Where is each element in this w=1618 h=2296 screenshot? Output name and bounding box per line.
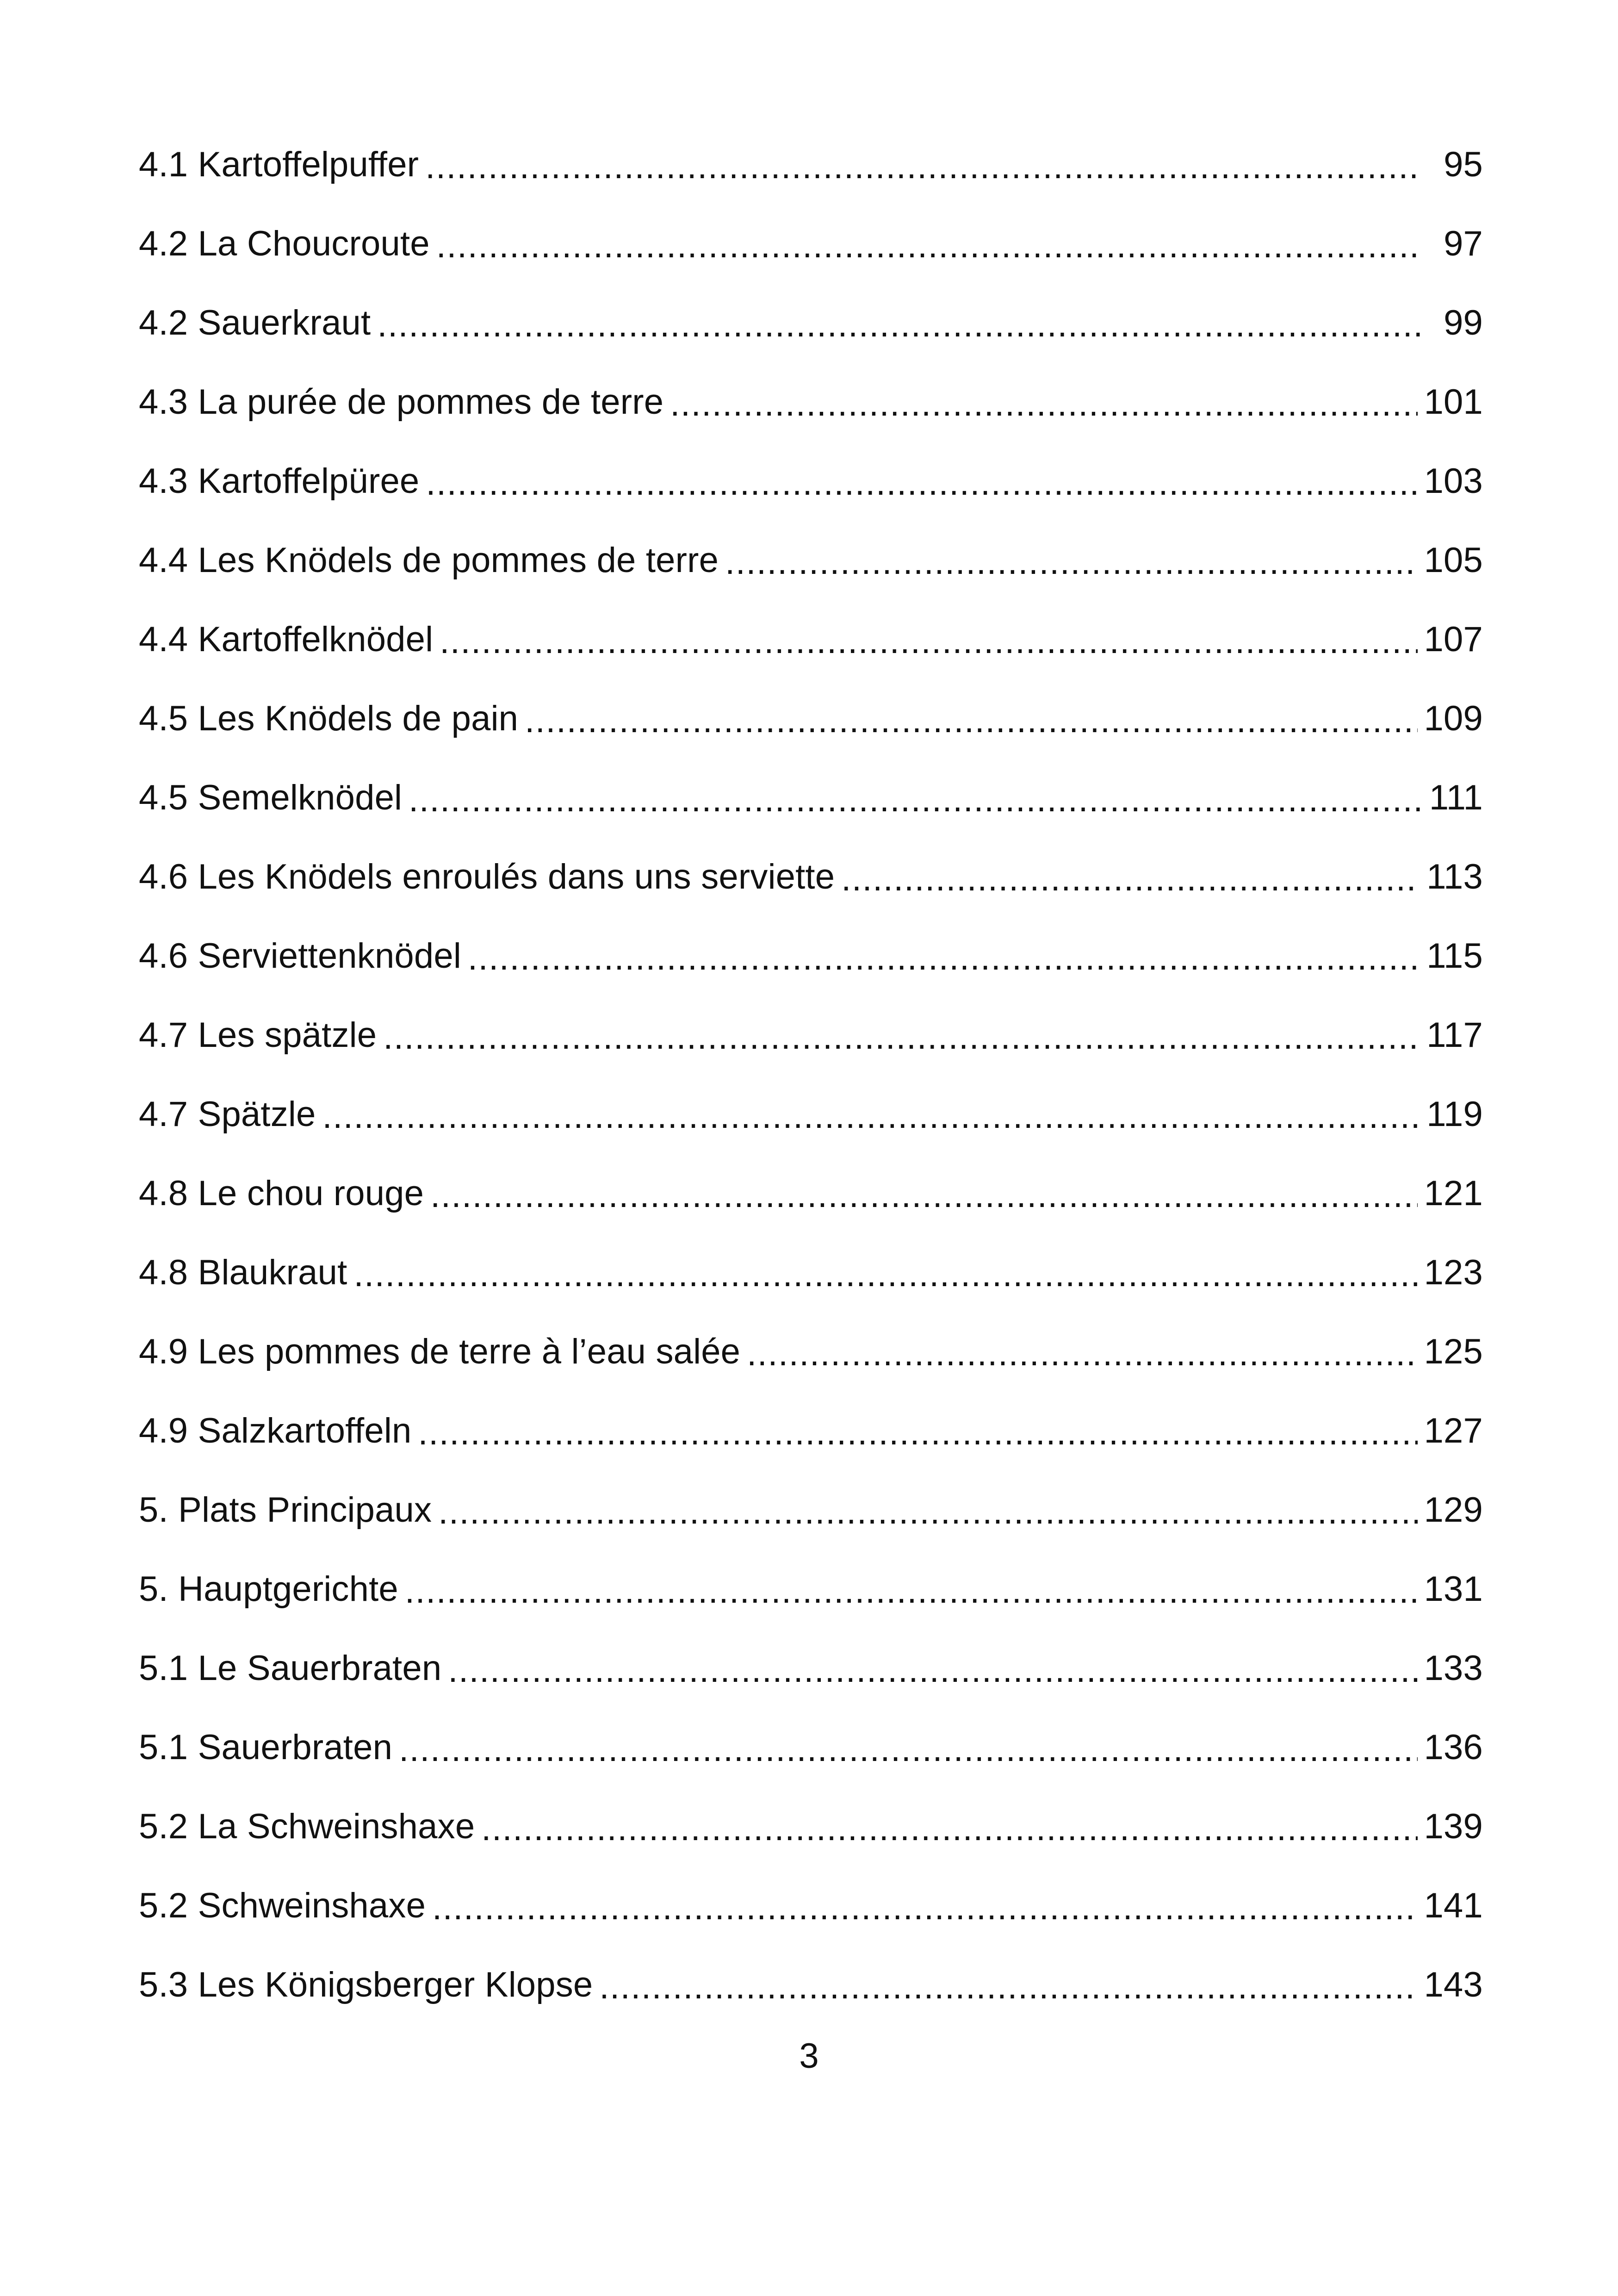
toc-dot-leader xyxy=(405,1574,1418,1609)
toc-entry xyxy=(139,758,1483,837)
toc-entry-page: 141 xyxy=(1424,1885,1483,1925)
toc-entry-title: 4.7 Les spätzle xyxy=(139,1015,377,1055)
toc-entry xyxy=(139,1075,1483,1154)
toc-dot-leader xyxy=(432,1890,1418,1925)
toc-dot-leader xyxy=(436,228,1421,263)
toc-dot-leader xyxy=(322,1099,1420,1134)
toc-entry xyxy=(139,125,1483,204)
toc-entry-title: 4.2 Sauerkraut xyxy=(139,303,371,342)
toc-entry-page: 95 xyxy=(1444,144,1483,184)
toc-entry-page: 111 xyxy=(1429,778,1483,817)
toc-entry-title: 5.2 La Schweinshaxe xyxy=(139,1806,475,1846)
toc-entry-page: 133 xyxy=(1424,1648,1483,1688)
toc-dot-leader xyxy=(438,1494,1417,1530)
toc-dot-leader xyxy=(426,466,1417,501)
toc-entry-title: 4.6 Serviettenknödel xyxy=(139,936,461,976)
toc-entry-title: 4.2 La Choucroute xyxy=(139,224,430,263)
toc-entry xyxy=(139,204,1483,283)
toc-dot-leader xyxy=(430,1178,1417,1213)
toc-entry xyxy=(139,600,1483,679)
toc-dot-leader xyxy=(440,624,1417,659)
toc-entry xyxy=(139,1945,1483,2024)
toc-entry xyxy=(139,1629,1483,1708)
toc-entry-page: 113 xyxy=(1426,857,1483,896)
toc-dot-leader xyxy=(525,703,1417,738)
toc-dot-leader xyxy=(418,1415,1417,1450)
toc-entry-title: 4.8 Le chou rouge xyxy=(139,1173,424,1213)
toc-entry xyxy=(139,283,1483,362)
toc-entry-page: 139 xyxy=(1424,1806,1483,1846)
toc-entry-title: 4.7 Spätzle xyxy=(139,1094,316,1134)
toc-entry xyxy=(139,442,1483,521)
toc-dot-leader xyxy=(670,386,1417,422)
toc-dot-leader xyxy=(599,1969,1417,2004)
toc-dot-leader xyxy=(399,1732,1418,1767)
toc-entry-title: 4.4 Les Knödels de pommes de terre xyxy=(139,540,719,580)
toc-entry-page: 101 xyxy=(1424,382,1483,422)
toc-dot-leader xyxy=(725,545,1418,580)
toc-dot-leader xyxy=(468,940,1420,976)
toc-entry-title: 4.8 Blaukraut xyxy=(139,1252,347,1292)
toc-entry-title: 4.5 Semelknödel xyxy=(139,778,403,817)
toc-dot-leader xyxy=(353,1257,1417,1292)
toc-entry-page: 127 xyxy=(1424,1411,1483,1450)
toc-entry-page: 136 xyxy=(1424,1727,1483,1767)
toc-entry-title: 4.4 Kartoffelknödel xyxy=(139,619,434,659)
toc-entry-page: 125 xyxy=(1424,1332,1483,1371)
toc-entry-title: 4.3 Kartoffelpüree xyxy=(139,461,420,501)
toc-dot-leader xyxy=(448,1653,1417,1688)
toc-dot-leader xyxy=(481,1811,1417,1846)
toc-entry xyxy=(139,679,1483,758)
toc-entry-title: 5.1 Sauerbraten xyxy=(139,1727,393,1767)
toc-entry-title: 5.2 Schweinshaxe xyxy=(139,1885,426,1925)
toc-dot-leader xyxy=(377,307,1421,342)
toc-entry-page: 103 xyxy=(1424,461,1483,501)
toc-entry-page: 107 xyxy=(1424,619,1483,659)
toc-entry-title: 5.1 Le Sauerbraten xyxy=(139,1648,442,1688)
toc-entry-title: 4.6 Les Knödels enroulés dans uns serviette xyxy=(139,857,835,896)
toc-entry xyxy=(139,996,1483,1075)
toc-entry-page: 109 xyxy=(1424,698,1483,738)
toc-entry-page: 121 xyxy=(1424,1173,1483,1213)
toc-entry xyxy=(139,1312,1483,1391)
toc-entry-title: 5. Hauptgerichte xyxy=(139,1569,398,1609)
toc-dot-leader xyxy=(841,861,1420,896)
toc-entry xyxy=(139,1787,1483,1866)
toc-entry xyxy=(139,1708,1483,1787)
toc-entry-title: 4.1 Kartoffelpuffer xyxy=(139,144,419,184)
toc-entry xyxy=(139,837,1483,916)
toc-entry xyxy=(139,362,1483,442)
page-number: 3 xyxy=(799,2036,819,2076)
toc-entry-page: 115 xyxy=(1426,936,1483,976)
toc-entry-title: 5. Plats Principaux xyxy=(139,1490,432,1530)
toc-entry-title: 4.3 La purée de pommes de terre xyxy=(139,382,664,422)
toc-dot-leader xyxy=(425,149,1421,184)
toc-entry xyxy=(139,1549,1483,1629)
toc-entry xyxy=(139,1233,1483,1312)
toc-dot-leader xyxy=(747,1336,1417,1371)
toc-entry xyxy=(139,1866,1483,1945)
toc-entry-page: 99 xyxy=(1444,303,1483,342)
toc-entry-page: 123 xyxy=(1424,1252,1483,1292)
toc-entry-page: 105 xyxy=(1424,540,1483,580)
toc-entry xyxy=(139,916,1483,996)
toc-entry-page: 131 xyxy=(1424,1569,1483,1609)
toc-entry-page: 129 xyxy=(1424,1490,1483,1530)
toc-entry-title: 4.9 Salzkartoffeln xyxy=(139,1411,412,1450)
toc-entry xyxy=(139,1154,1483,1233)
table-of-contents xyxy=(139,125,1483,2024)
toc-entry-title: 4.5 Les Knödels de pain xyxy=(139,698,519,738)
toc-entry xyxy=(139,1391,1483,1470)
toc-entry-page: 119 xyxy=(1426,1094,1483,1134)
toc-dot-leader xyxy=(383,1020,1420,1055)
toc-entry-page: 117 xyxy=(1426,1015,1483,1055)
toc-entry-page: 97 xyxy=(1444,224,1483,263)
toc-entry xyxy=(139,521,1483,600)
toc-entry-title: 5.3 Les Königsberger Klopse xyxy=(139,1965,593,2004)
toc-entry-page: 143 xyxy=(1424,1965,1483,2004)
toc-entry xyxy=(139,1470,1483,1549)
toc-dot-leader xyxy=(409,782,1421,817)
toc-entry-title: 4.9 Les pommes de terre à l’eau salée xyxy=(139,1332,741,1371)
